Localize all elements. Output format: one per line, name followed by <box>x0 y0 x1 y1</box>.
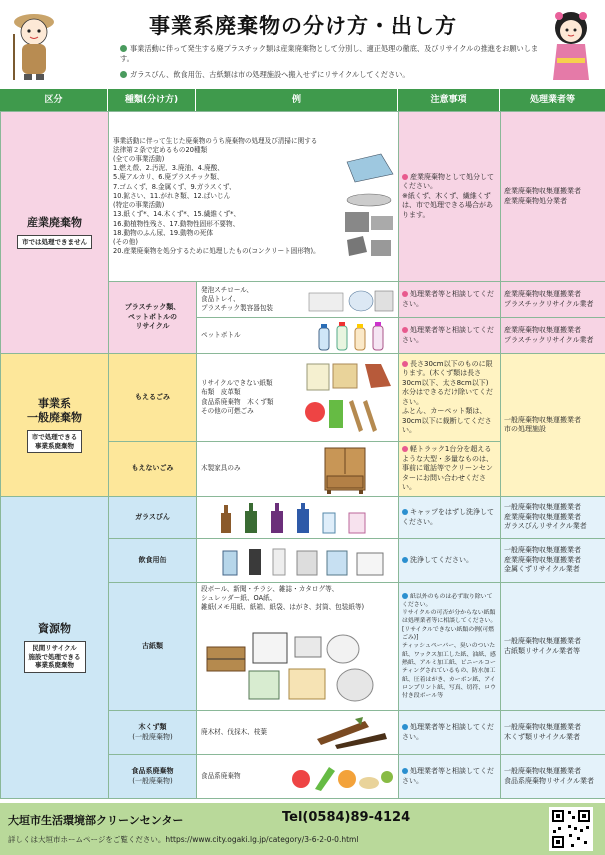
bullet-icon <box>402 361 408 367</box>
bullet-icon <box>402 446 408 452</box>
can-caution <box>399 539 501 583</box>
bullet-icon <box>402 768 408 774</box>
burnable-caution <box>399 354 501 442</box>
notice-recycle <box>120 70 540 80</box>
can-illustration-cell <box>197 539 399 583</box>
caution-text: 処理業者等と相談してください。 <box>402 767 494 785</box>
footer-telephone[interactable]: Tel(0584)89-4124 <box>282 810 411 825</box>
mascot-right-illustration <box>543 4 599 84</box>
burnable-examples <box>197 354 399 442</box>
type-wood <box>109 711 197 755</box>
can-illustration <box>219 543 397 579</box>
plastic-caution <box>399 282 501 318</box>
nonburnable-examples <box>197 442 399 497</box>
bullet-icon <box>402 724 408 730</box>
petbottle-handler: 産業廃棄物収集運搬業者 プラスチックリサイクル業者 <box>501 318 605 354</box>
caution-text: 長さ30cm以下のものに限ります。(木くず類は長さ30cm以下、太さ8cm以下) 水分はできるだけ除いてください。 ふとん、カーペット類は、30cm以下に裁断してください。 <box>402 359 493 434</box>
type-can: 飲食用缶 <box>109 539 197 583</box>
glass-illustration-cell <box>197 497 399 539</box>
type-label: 木くず類 <box>138 723 167 732</box>
caution-text: 処理業者等と相談してください。 <box>402 723 494 741</box>
glass-caution <box>399 497 501 539</box>
food-examples <box>197 755 399 799</box>
column-header: 例 <box>196 89 398 111</box>
footer <box>0 803 605 855</box>
type-sub: (一般廃棄物) <box>132 776 173 785</box>
category-name: 資源物 <box>38 622 71 636</box>
caution-text: キャップをはずし洗浄してください。 <box>402 508 494 526</box>
food-caution <box>399 755 501 799</box>
footer-organization: 大垣市生活環境部クリーンセンター <box>8 814 184 827</box>
examples-text: 段ボール、新聞・チラシ、雑誌・カタログ等、 シュレッダー紙、OA紙、 雑紙(メモ用紙、紙箱、紙袋、はがき、封筒、包装紙等) <box>201 585 365 612</box>
type-paper: 古紙類 <box>109 583 197 711</box>
table-row <box>1 354 605 442</box>
bullet-icon <box>402 557 408 563</box>
wood-handler: 一般廃棄物収集運搬業者 木くず類リサイクル業者 <box>501 711 605 755</box>
type-glass: ガラスびん <box>109 497 197 539</box>
header <box>0 0 605 90</box>
category-box: 市で処理できる 事業系廃棄物 <box>27 430 83 453</box>
type-burnable: もえるごみ <box>109 354 197 442</box>
bullet-icon <box>402 509 408 515</box>
glass-handler: 一般廃棄物収集運搬業者 産業廃棄物収集運搬業者 ガラスびんリサイクル業者 <box>501 497 605 539</box>
category-resource <box>1 497 109 799</box>
category-box: 民間リサイクル 施設で処理できる 事業系廃棄物 <box>24 641 86 673</box>
type-label: 食品系廃棄物 <box>131 767 174 776</box>
caution-text: 洗浄してください。 <box>410 555 473 564</box>
petbottle-caution <box>399 318 501 354</box>
column-header: 種類(分け方) <box>108 89 196 111</box>
category-box: 市では処理できません <box>17 235 92 250</box>
examples-text: リサイクルできない紙類 布類 皮革類 食品系廃棄物 木くず類 その他の可燃ごみ <box>201 379 274 415</box>
industrial-handler: 産業廃棄物収集運搬業者 産業廃棄物処分業者 <box>501 112 605 282</box>
type-sub: (一般廃棄物) <box>132 732 173 741</box>
bullet-icon <box>402 327 408 333</box>
category-name: 産業廃棄物 <box>27 215 82 229</box>
caution-text: 紙以外のものは必ず取り除いてください。 リサイクルの可否が分からない紙類は処理業者等に相談してください。 [リサイクルできない紙類の例(可燃ごみ)] ティッシュペーパー、臭いのついた紙、ワックス加工した紙、油紙、感熱紙、アルミ加工紙、ビニールコーティングされているもの、防水加工紙、圧着はがき、カーボン紙、アイロンプリント紙、写真、切符、ロウ付き段ボール等 <box>402 593 497 700</box>
caution-text: 軽トラック1台分を超えるような大型・多量なものは、事前に電話等でクリーンセンターにお問い合わせください。 <box>402 445 493 492</box>
waste-table <box>0 111 605 799</box>
caution-text: 処理業者等と相談してください。 <box>402 326 494 344</box>
plastic-handler: 産業廃棄物収集運搬業者 プラスチックリサイクル業者 <box>501 282 605 318</box>
paper-caution <box>399 583 501 711</box>
plastic-examples <box>197 282 399 318</box>
caution-text: 産業廃棄物として処分してください。 ※紙くず、木くず、繊維くずは、市で処理できる場合があります。 <box>402 172 494 219</box>
paper-examples <box>197 583 399 711</box>
notice-recycle-text: ガラスびん、飲食用缶、古紙類は市の処理施設へ搬入せずにリサイクルしてください。 <box>130 70 410 79</box>
column-header: 区分 <box>0 89 108 111</box>
examples-text: 食品系廃棄物 <box>201 771 241 780</box>
type-nonburnable: もえないごみ <box>109 442 197 497</box>
category-general <box>1 354 109 497</box>
page-title: 事業系廃棄物の分け方・出し方 <box>149 14 457 38</box>
nonburnable-caution <box>399 442 501 497</box>
examples-text: ペットボトル <box>201 330 241 339</box>
wood-examples <box>197 711 399 755</box>
type-food <box>109 755 197 799</box>
bullet-icon <box>120 45 127 52</box>
qr-code-icon[interactable] <box>549 807 593 851</box>
category-name: 事業系 一般廃棄物 <box>27 397 82 424</box>
mascot-left-illustration <box>6 4 62 84</box>
examples-text: 事業活動に伴って生じた廃棄物のうち廃棄物の処理及び清掃に関する法律第２条で定めるもの20種類 (全ての事業活動) 1.燃え殻、2.汚泥、3.廃油、4.廃酸、 5.廃アルカリ、6.廃プラスチック類、 7.ゴムくず、8.金属くず、9.ガラスくず、 10.鉱さい、11.がれき類、12.ばいじん (特定の事業活動) 13.紙くず*、14.木くず*、15.繊維くず*、 16.動植物性残さ、17.動物性固形不要物、 18.動物のふん尿、19.動物の死体 (その他) 20.産業廃棄物を処分するために処理したもの(コンクリート固形物)。 <box>113 136 320 256</box>
glass-bottle-illustration <box>217 501 397 535</box>
petbottle-examples <box>197 318 399 354</box>
bullet-icon <box>402 291 408 297</box>
examples-text: 木製家具のみ <box>201 464 241 473</box>
bullet-icon <box>120 71 127 78</box>
wood-caution <box>399 711 501 755</box>
category-industrial <box>1 112 109 354</box>
examples-text: 発泡スチロール、 食品トレイ、 プラスチック製容器包装 <box>201 285 274 313</box>
table-row <box>1 497 605 539</box>
table-header <box>0 89 605 111</box>
type-plastic: プラスチック類、 ペットボトルの リサイクル <box>109 282 197 354</box>
industrial-caution <box>399 112 501 282</box>
bullet-icon <box>402 174 408 180</box>
paper-handler: 一般廃棄物収集運搬業者 古紙類リサイクル業者等 <box>501 583 605 711</box>
can-handler: 一般廃棄物収集運搬業者 産業廃棄物収集運搬業者 金属くずリサイクル業者 <box>501 539 605 583</box>
general-handler: 一般廃棄物収集運搬業者 市の処理施設 <box>501 354 605 497</box>
caution-text: 処理業者等と相談してください。 <box>402 290 494 308</box>
paper-illustration <box>205 627 395 707</box>
column-header: 処理業者等 <box>529 95 575 105</box>
industrial-examples <box>109 112 399 282</box>
notice-plastic-text: 事業活動に伴って発生する廃プラスチック類は産業廃棄物として分別し、適正処理の徹底、及びリサイクルの推進をお願いします。 <box>120 44 539 63</box>
notice-plastic <box>120 44 540 64</box>
footer-website-link[interactable]: 詳しくは大垣市ホームページをご覧ください。https://www.city.ogaki.lg.jp/category/3-6-2-0-0.html <box>8 835 359 844</box>
examples-text: 廃木材、伐採木、枝葉 <box>201 727 267 736</box>
column-header: 注意事項 <box>398 89 500 111</box>
industrial-waste-illustration <box>341 152 399 262</box>
bullet-icon <box>402 593 408 599</box>
table-row <box>1 112 605 282</box>
food-handler: 一般廃棄物収集運搬業者 食品系廃棄物リサイクル業者 <box>501 755 605 799</box>
